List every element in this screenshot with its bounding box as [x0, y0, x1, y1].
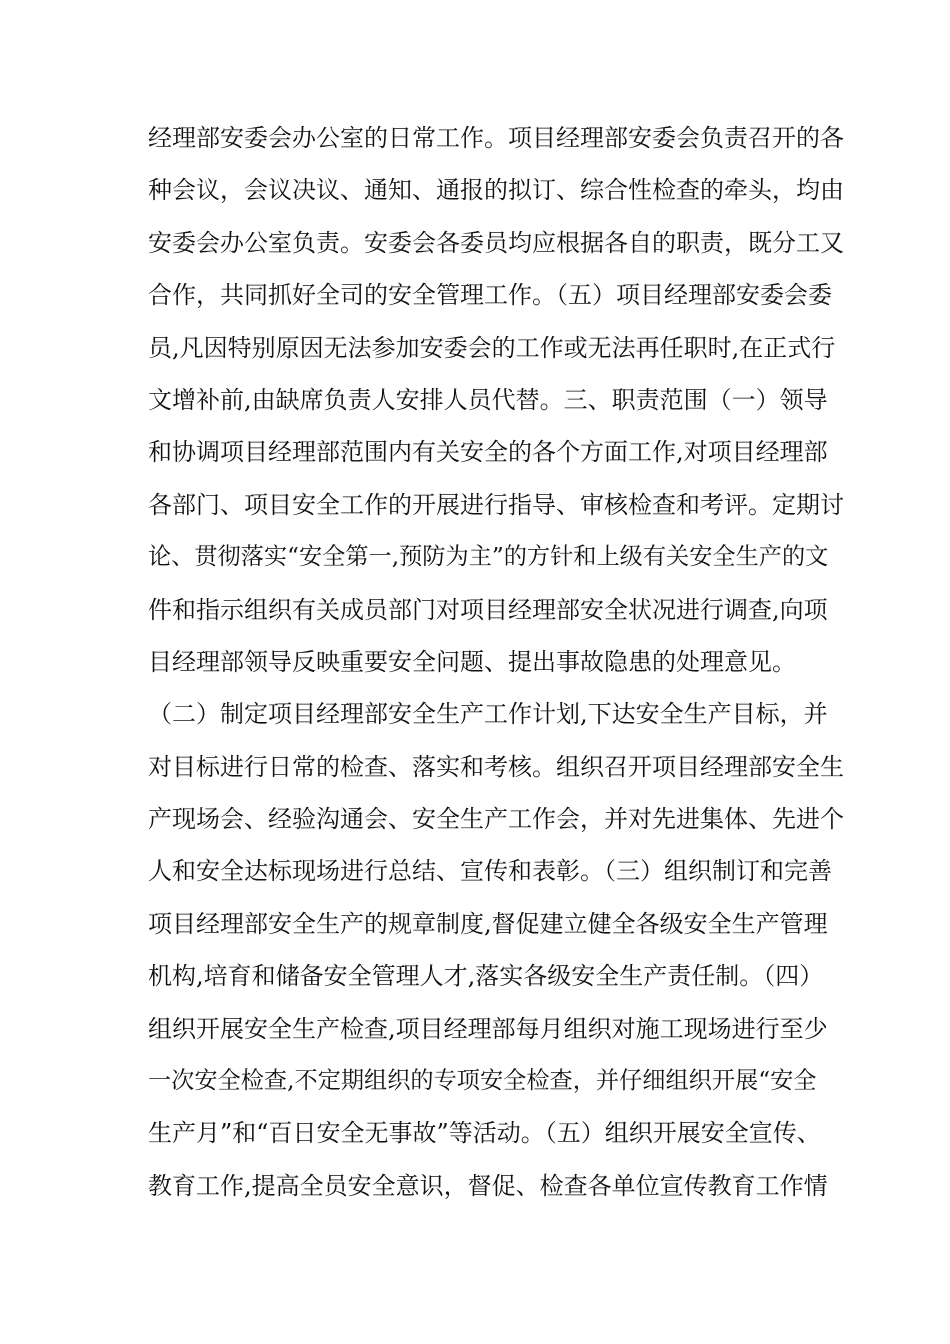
- text-line: 项目经理部安全生产的规章制度,督促建立健全各级安全生产管理: [148, 909, 828, 938]
- text-line: 合作，共同抓好全司的安全管理工作。（五）项目经理部安委会委: [148, 281, 832, 310]
- text-line: 机构,培育和储备安全管理人才,落实各级安全生产责任制。（四）: [148, 962, 824, 991]
- text-line: 组织开展安全生产检查,项目经理部每月组织对施工现场进行至少: [148, 1014, 828, 1043]
- text-line: 生产月”和“百日安全无事故”等活动。（五）组织开展安全宣传、: [148, 1119, 821, 1148]
- text-line: 对目标进行日常的检查、落实和考核。组织召开项目经理部安全生: [148, 752, 844, 781]
- body-text: [148, 112, 844, 1212]
- text-line: 员,凡因特别原因无法参加安委会的工作或无法再任职时,在正式行: [148, 333, 836, 362]
- text-line: 件和指示组织有关成员部门对项目经理部安全状况进行调查,向项: [148, 595, 828, 624]
- text-line: 目经理部领导反映重要安全问题、提出事故隐患的处理意见。: [148, 647, 796, 676]
- text-line: 经理部安委会办公室的日常工作。项目经理部安委会负责召开的各: [148, 124, 844, 152]
- text-line: 各部门、项目安全工作的开展进行指导、审核检查和考评。定期讨: [148, 490, 844, 519]
- text-line: 一次安全检查,不定期组织的专项安全检查，并仔细组织开展“安全: [148, 1067, 817, 1095]
- text-line: 和协调项目经理部范围内有关安全的各个方面工作,对项目经理部: [148, 438, 828, 467]
- text-line: 教育工作,提高全员安全意识，督促、检查各单位宣传教育工作情: [148, 1171, 828, 1200]
- text-line: 产现场会、经验沟通会、安全生产工作会，并对先进集体、先进个: [148, 805, 844, 834]
- text-line: （二）制定项目经理部安全生产工作计划,下达安全生产目标，并: [148, 700, 828, 729]
- text-line: 文增补前,由缺席负责人安排人员代替。三、职责范围（一）领导: [148, 385, 828, 414]
- text-line: 安委会办公室负责。安委会各委员均应根据各自的职责，既分工又: [148, 228, 844, 257]
- text-line: 种会议，会议决议、通知、通报的拟订、综合性检查的牵头，均由: [148, 176, 844, 205]
- text-line: 人和安全达标现场进行总结、宣传和表彰。（三）组织制订和完善: [148, 857, 832, 886]
- text-line: 论、贯彻落实“安全第一,预防为主”的方针和上级有关安全生产的文: [148, 543, 829, 571]
